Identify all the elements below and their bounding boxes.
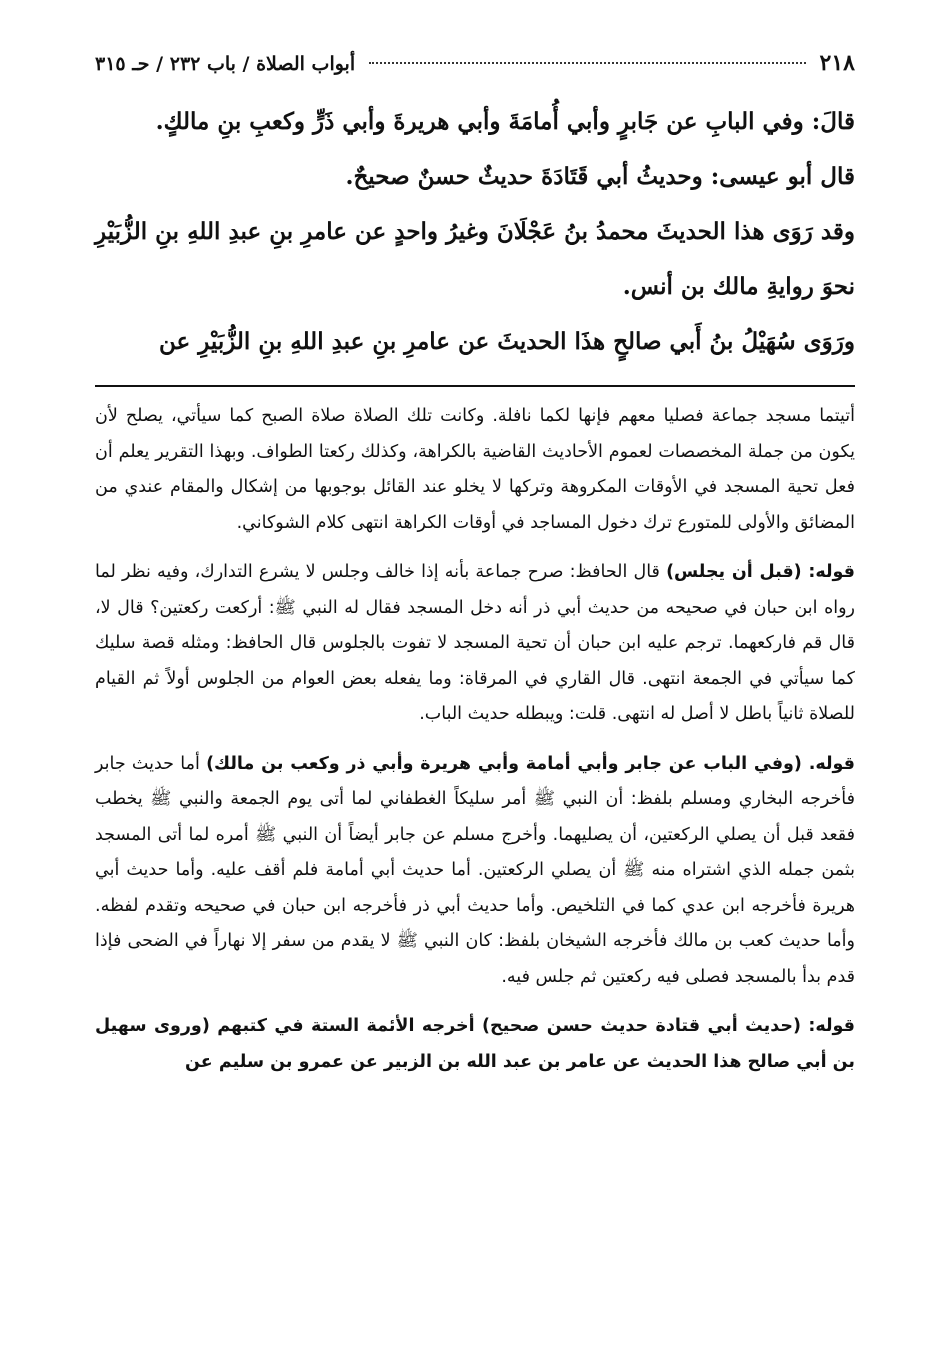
commentary-paragraph bbox=[95, 399, 855, 541]
page-header bbox=[95, 50, 855, 94]
commentary-text: أما حديث جابر فأخرجه البخاري ومسلم بلفظ: أن النبي ﷺ أمر سليكاً الغطفاني لما أتى يوم الجمعة والنبي ﷺ يخطب فقعد قبل أن يصلي الركعتين، أن يصليهما. وأخرج مسلم عن جابر أيضاً أن النبي ﷺ أمره لما أتى المسجد بثمن جمله الذي اشتراه منه ﷺ أن يصلي الركعتين. أما حديث أبي أمامة فلم أقف عليه. وأما حديث أبي هريرة فأخرجه ابن عدي كما في التلخيص. وأما حديث أبي ذر فأخرجه ابن حبان في صحيحه وتقدم لفظه. وأما حديث كعب بن مالك فأخرجه الشيخان بلفظ: كان النبي ﷺ لا يقدم من سفر إلا نهاراً في الضحى فإذا قدم بدأ بالمسجد فصلى فيه ركعتين ثم جلس فيه. bbox=[95, 753, 855, 987]
main-text-line: قالَ: وفي البابِ عن جَابرٍ وأبي أُمامَةَ وأبي هريرةَ وأبي ذَرٍّ وكعبِ بنِ مالكٍ. bbox=[155, 108, 855, 135]
commentary-text: أخرجه الأئمة الستة في كتبهم (وروى سهيل بن أبي صالح هذا الحديث عن عامر بن عبد الله بن الزبير عن عمرو بن سليم عن bbox=[95, 1016, 855, 1072]
main-text-line: ورَوَى سُهَيْلُ بنُ أَبي صالحٍ هذَا الحديثَ عن عامرِ بنِ عبدِ اللهِ بنِ الزُّبَيْرِ عن bbox=[158, 328, 855, 355]
main-text-line: قال أبو عيسى: وحديثُ أبي قَتَادَةَ حديثٌ حسنٌ صحيحٌ. bbox=[345, 163, 855, 190]
header-dotted-leader bbox=[369, 62, 805, 64]
divider-line bbox=[95, 385, 855, 387]
commentary-text: قال الحافظ: صرح جماعة بأنه إذا خالف وجلس لا يشرع التدارك، وفيه نظر لما رواه ابن حبان في صحيحه من حديث أبي ذر أنه دخل المسجد فقال له النبي ﷺ: أركعت ركعتين؟ قال لا، قال قم فاركعهما. ترجم عليه ابن حبان أن تحية المسجد لا تفوت بالجلوس قال الحافظ: ومثله قصة سليك كما سيأتي في الجمعة انتهى. قال القاري في المرقاة: وما يفعله بعض العوام من الجلوس أولاً ثم القيام للصلاة ثانياً باطل لا أصل له انتهى. قلت: ويبطله حديث الباب. bbox=[95, 562, 855, 724]
main-text bbox=[95, 94, 855, 369]
commentary-paragraph bbox=[95, 555, 855, 733]
page-number: ٢١٨ bbox=[819, 50, 855, 76]
commentary-lead: قوله: (قبل أن يجلس) bbox=[666, 562, 855, 582]
commentary-lead: قوله. (وفي الباب عن جابر وأبي أمامة وأبي هريرة وأبي ذر وكعب بن مالك) bbox=[206, 753, 855, 774]
commentary-text: أتيتما مسجد جماعة فصليا معهم فإنها لكما نافلة. وكانت تلك الصلاة صلاة الصبح كما سيأتي، يصلح لأن يكون من جملة المخصصات لعموم الأحاديث القاضية بالكراهة، وكذلك ركعتا الطواف. وبهذا التقرير يعلم أن فعل تحية المسجد في الأوقات المكروهة وتركها لا يخلو عند القائل بوجوبها من إشكال والمقام عندي من المضائق والأولى للمتورع ترك دخول المساجد في أوقات الكراهة انتهى كلام الشوكاني. bbox=[95, 406, 855, 533]
commentary bbox=[95, 399, 855, 1080]
commentary-paragraph bbox=[95, 1009, 855, 1080]
book-page bbox=[95, 50, 855, 1094]
main-text-line: وقد رَوَى هذا الحديثَ محمدُ بنُ عَجْلَانَ وغيرُ واحدٍ عن عامرِ بنِ عبدِ اللهِ بنِ الزُّبَيْرِ نحوَ روايةِ مالك بن أنس. bbox=[95, 218, 855, 300]
commentary-lead: قوله: (حديث أبي قتادة حديث حسن صحيح) bbox=[482, 1016, 855, 1036]
running-title: أبواب الصلاة / باب ٢٣٢ / حـ ٣١٥ bbox=[95, 53, 356, 75]
commentary-paragraph bbox=[95, 747, 855, 996]
